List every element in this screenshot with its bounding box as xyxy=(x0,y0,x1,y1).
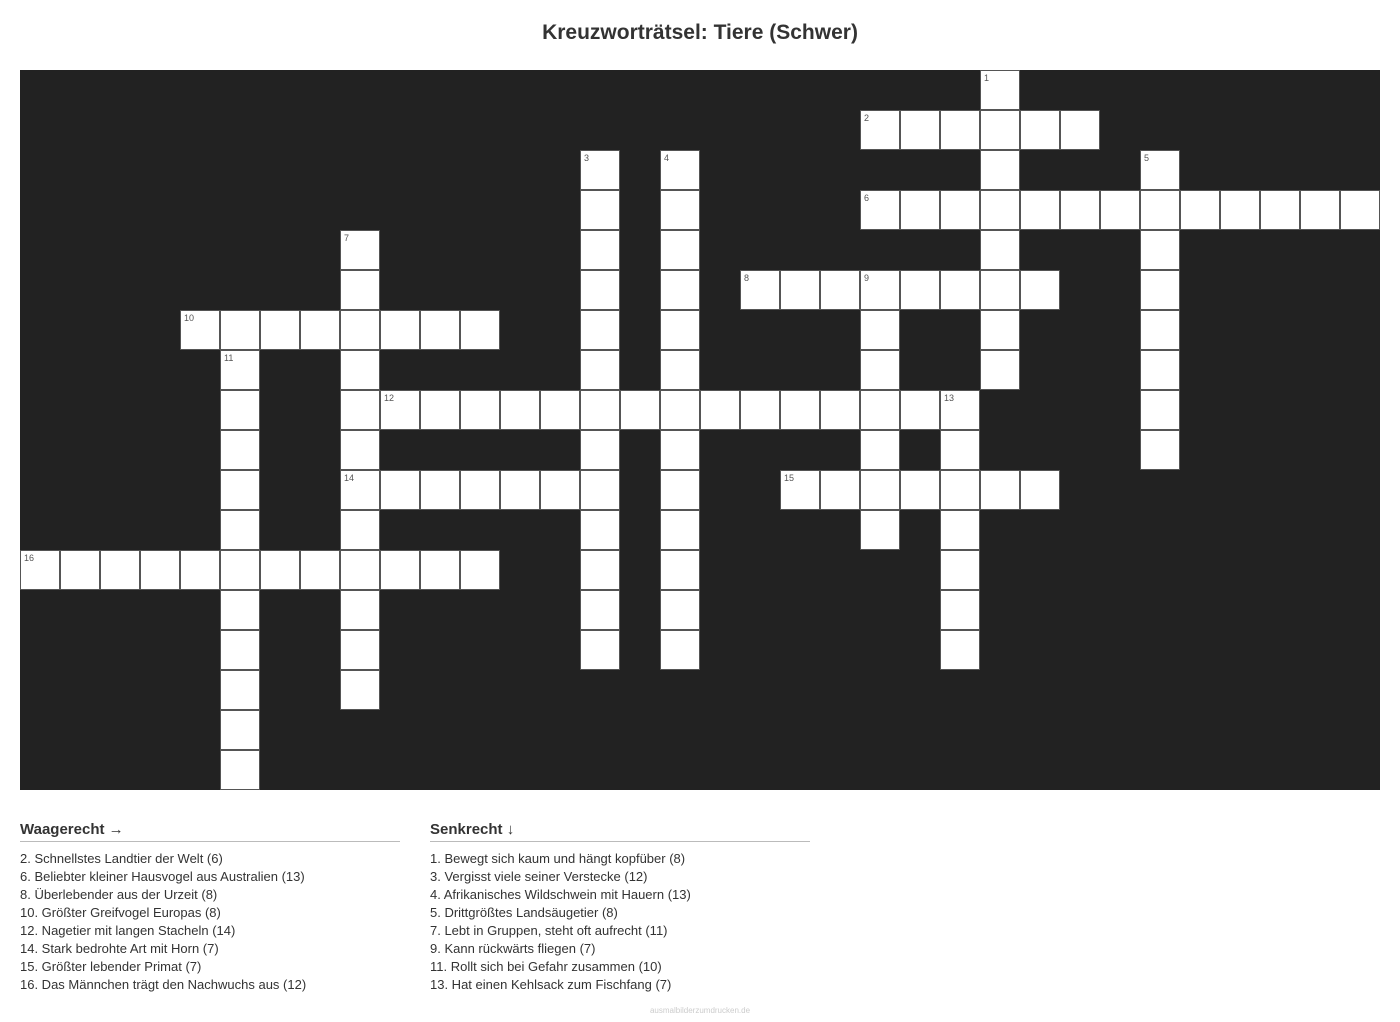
across-heading: Waagerecht → xyxy=(20,821,400,842)
grid-cell[interactable] xyxy=(780,270,820,310)
grid-cell[interactable] xyxy=(220,470,260,510)
clue-number: 12 xyxy=(384,393,395,403)
grid-cell[interactable] xyxy=(340,390,380,430)
grid-cell[interactable] xyxy=(260,550,300,590)
grid-cell[interactable] xyxy=(980,230,1020,270)
grid-cell[interactable] xyxy=(1140,150,1180,190)
grid-cell[interactable] xyxy=(300,550,340,590)
grid-cell[interactable] xyxy=(380,310,420,350)
grid-cell[interactable] xyxy=(580,590,620,630)
grid-cell[interactable] xyxy=(940,430,980,470)
grid-cell[interactable] xyxy=(1140,190,1180,230)
grid-cell[interactable] xyxy=(580,470,620,510)
grid-cell[interactable] xyxy=(340,270,380,310)
clue-number: 11 xyxy=(224,353,234,363)
clue-item: 4. Afrikanisches Wildschwein mit Hauern (13) xyxy=(430,887,691,902)
clue-item: 2. Schnellstes Landtier der Welt (6) xyxy=(20,851,223,866)
grid-cell[interactable] xyxy=(580,350,620,390)
grid-cell[interactable] xyxy=(940,270,980,310)
grid-cell[interactable] xyxy=(340,630,380,670)
clue-item: 6. Beliebter kleiner Hausvogel aus Australien (13) xyxy=(20,869,305,884)
clue-item: 9. Kann rückwärts fliegen (7) xyxy=(430,941,596,956)
grid-cell[interactable] xyxy=(940,190,980,230)
grid-cell[interactable] xyxy=(940,390,980,430)
grid-cell[interactable] xyxy=(220,430,260,470)
clue-item: 5. Drittgrößtes Landsäugetier (8) xyxy=(430,905,618,920)
clue-item: 3. Vergisst viele seiner Verstecke (12) xyxy=(430,869,648,884)
grid-cell[interactable] xyxy=(180,310,220,350)
grid-cell[interactable] xyxy=(1140,230,1180,270)
grid-cell[interactable] xyxy=(220,590,260,630)
grid-cell[interactable] xyxy=(660,270,700,310)
grid-cell[interactable] xyxy=(460,470,500,510)
clue-number: 10 xyxy=(184,313,195,323)
grid-cell[interactable] xyxy=(1140,270,1180,310)
grid-cell[interactable] xyxy=(1020,110,1060,150)
grid-cell[interactable] xyxy=(340,670,380,710)
grid-cell[interactable] xyxy=(900,190,940,230)
grid-cell[interactable] xyxy=(660,470,700,510)
grid-cell[interactable] xyxy=(980,70,1020,110)
clue-item: 7. Lebt in Gruppen, steht oft aufrecht (11) xyxy=(430,923,668,938)
grid-cell[interactable] xyxy=(20,550,60,590)
grid-cell[interactable] xyxy=(140,550,180,590)
grid-cell[interactable] xyxy=(860,350,900,390)
grid-cell[interactable] xyxy=(1220,190,1260,230)
grid-cell[interactable] xyxy=(580,430,620,470)
grid-cell[interactable] xyxy=(220,670,260,710)
grid-cell[interactable] xyxy=(420,550,460,590)
grid-cell[interactable] xyxy=(580,150,620,190)
grid-cell[interactable] xyxy=(1140,430,1180,470)
grid-cell[interactable] xyxy=(740,270,780,310)
down-clue-list xyxy=(430,850,810,994)
grid-cell[interactable] xyxy=(860,390,900,430)
grid-cell[interactable] xyxy=(620,390,660,430)
grid-cell[interactable] xyxy=(940,550,980,590)
clue-number: 6 xyxy=(864,193,870,203)
grid-cell[interactable] xyxy=(420,390,460,430)
grid-cell[interactable] xyxy=(660,350,700,390)
clue-item: 16. Das Männchen trägt den Nachwuchs aus (12) xyxy=(20,977,307,992)
grid-cell[interactable] xyxy=(220,350,260,390)
grid-cell[interactable] xyxy=(660,230,700,270)
clue-item: 14. Stark bedrohte Art mit Horn (7) xyxy=(20,941,219,956)
grid-cell[interactable] xyxy=(860,270,900,310)
grid-cell[interactable] xyxy=(820,470,860,510)
grid-cell[interactable] xyxy=(660,150,700,190)
grid-cell[interactable] xyxy=(660,510,700,550)
grid-cell[interactable] xyxy=(980,150,1020,190)
grid-cell[interactable] xyxy=(1100,190,1140,230)
grid-cell[interactable] xyxy=(500,470,540,510)
grid-cell[interactable] xyxy=(900,110,940,150)
grid-cell[interactable] xyxy=(700,390,740,430)
grid-cell[interactable] xyxy=(660,590,700,630)
grid-cell[interactable] xyxy=(340,230,380,270)
grid-cell[interactable] xyxy=(740,390,780,430)
clue-item: 11. Rollt sich bei Gefahr zusammen (10) xyxy=(430,959,662,974)
grid-cell[interactable] xyxy=(100,550,140,590)
grid-cell[interactable] xyxy=(340,510,380,550)
grid-cell[interactable] xyxy=(460,390,500,430)
grid-cell[interactable] xyxy=(180,550,220,590)
grid-cell[interactable] xyxy=(660,630,700,670)
grid-cell[interactable] xyxy=(580,270,620,310)
grid-cell[interactable] xyxy=(1340,190,1380,230)
clue-number: 8 xyxy=(744,273,750,283)
grid-cell[interactable] xyxy=(540,470,580,510)
down-clues-panel xyxy=(430,821,810,994)
clue-number: 3 xyxy=(584,153,590,163)
across-clues-panel xyxy=(20,821,400,994)
grid-cell[interactable] xyxy=(1300,190,1340,230)
grid-cell[interactable] xyxy=(940,510,980,550)
grid-cell[interactable] xyxy=(1020,270,1060,310)
clue-number: 4 xyxy=(664,153,670,163)
grid-cell[interactable] xyxy=(380,390,420,430)
grid-cell[interactable] xyxy=(580,390,620,430)
grid-cell[interactable] xyxy=(780,470,820,510)
grid-cell[interactable] xyxy=(580,630,620,670)
grid-cell[interactable] xyxy=(460,550,500,590)
grid-cell[interactable] xyxy=(340,350,380,390)
grid-cell[interactable] xyxy=(1140,310,1180,350)
grid-cell[interactable] xyxy=(940,470,980,510)
grid-cell[interactable] xyxy=(220,310,260,350)
grid-cell[interactable] xyxy=(820,390,860,430)
grid-cell[interactable] xyxy=(980,310,1020,350)
grid-cell[interactable] xyxy=(860,190,900,230)
grid-cell[interactable] xyxy=(580,510,620,550)
grid-cell[interactable] xyxy=(60,550,100,590)
clue-item: 12. Nagetier mit langen Stacheln (14) xyxy=(20,923,236,938)
grid-cell[interactable] xyxy=(1180,190,1220,230)
grid-cell[interactable] xyxy=(980,270,1020,310)
down-heading: Senkrecht ↓ xyxy=(430,821,810,842)
grid-cell[interactable] xyxy=(580,310,620,350)
grid-cell[interactable] xyxy=(1060,110,1100,150)
grid-cell[interactable] xyxy=(1260,190,1300,230)
grid-cell[interactable] xyxy=(220,550,260,590)
grid-cell[interactable] xyxy=(780,390,820,430)
clue-item: 1. Bewegt sich kaum und hängt kopfüber (8) xyxy=(430,851,686,866)
grid-cell[interactable] xyxy=(220,750,260,790)
grid-cell[interactable] xyxy=(340,310,380,350)
grid-cell[interactable] xyxy=(980,190,1020,230)
grid-cell[interactable] xyxy=(900,470,940,510)
grid-cell[interactable] xyxy=(1060,190,1100,230)
grid-cell[interactable] xyxy=(900,270,940,310)
grid-cell[interactable] xyxy=(1020,190,1060,230)
grid-cell[interactable] xyxy=(380,550,420,590)
page-title: Kreuzworträtsel: Tiere (Schwer) xyxy=(542,21,858,44)
grid-cell[interactable] xyxy=(1020,470,1060,510)
grid-cell[interactable] xyxy=(340,590,380,630)
grid-cell[interactable] xyxy=(900,390,940,430)
grid-cell[interactable] xyxy=(380,470,420,510)
grid-cell[interactable] xyxy=(980,350,1020,390)
grid-cell[interactable] xyxy=(860,310,900,350)
clue-item: 13. Hat einen Kehlsack zum Fischfang (7) xyxy=(430,977,672,992)
clue-number: 16 xyxy=(24,553,35,563)
grid-cell[interactable] xyxy=(660,390,700,430)
grid-cell[interactable] xyxy=(540,390,580,430)
grid-cell[interactable] xyxy=(980,470,1020,510)
clue-item: 8. Überlebender aus der Urzeit (8) xyxy=(20,887,218,902)
crossword-grid xyxy=(20,70,1380,790)
clue-number: 7 xyxy=(344,233,350,243)
grid-cell[interactable] xyxy=(580,550,620,590)
grid-cell[interactable] xyxy=(220,710,260,750)
grid-cell[interactable] xyxy=(1140,350,1180,390)
grid-cell[interactable] xyxy=(340,470,380,510)
clue-item: 10. Größter Greifvogel Europas (8) xyxy=(20,905,221,920)
grid-cell[interactable] xyxy=(940,590,980,630)
grid-cell[interactable] xyxy=(660,190,700,230)
clue-number: 5 xyxy=(1144,153,1150,163)
grid-cell[interactable] xyxy=(260,310,300,350)
grid-cell[interactable] xyxy=(1140,390,1180,430)
across-clue-list xyxy=(20,850,400,994)
footer-credit: ausmalbilderzumdrucken.de xyxy=(649,1006,751,1015)
grid-cell[interactable] xyxy=(580,190,620,230)
grid-cell[interactable] xyxy=(340,430,380,470)
grid-cell[interactable] xyxy=(300,310,340,350)
grid-cell[interactable] xyxy=(500,390,540,430)
grid-cell[interactable] xyxy=(220,390,260,430)
grid-cell[interactable] xyxy=(940,110,980,150)
grid-cell[interactable] xyxy=(980,110,1020,150)
grid-cell[interactable] xyxy=(820,270,860,310)
clue-number: 9 xyxy=(864,273,870,283)
grid-cell[interactable] xyxy=(220,630,260,670)
clue-number: 14 xyxy=(344,473,355,483)
clue-number: 13 xyxy=(944,393,955,403)
grid-cell[interactable] xyxy=(860,470,900,510)
grid-cell[interactable] xyxy=(420,310,460,350)
clue-number: 15 xyxy=(784,473,795,483)
grid-cell[interactable] xyxy=(860,510,900,550)
grid-cell[interactable] xyxy=(660,430,700,470)
clue-item: 15. Größter lebender Primat (7) xyxy=(20,959,202,974)
grid-cell[interactable] xyxy=(420,470,460,510)
clue-number: 2 xyxy=(864,113,870,123)
grid-cell[interactable] xyxy=(660,310,700,350)
grid-cell[interactable] xyxy=(860,430,900,470)
clue-number: 1 xyxy=(984,73,990,83)
grid-cell[interactable] xyxy=(580,230,620,270)
grid-cell[interactable] xyxy=(660,550,700,590)
grid-cell[interactable] xyxy=(460,310,500,350)
grid-cell[interactable] xyxy=(940,630,980,670)
grid-cell[interactable] xyxy=(340,550,380,590)
grid-cell[interactable] xyxy=(220,510,260,550)
grid-cell[interactable] xyxy=(860,110,900,150)
